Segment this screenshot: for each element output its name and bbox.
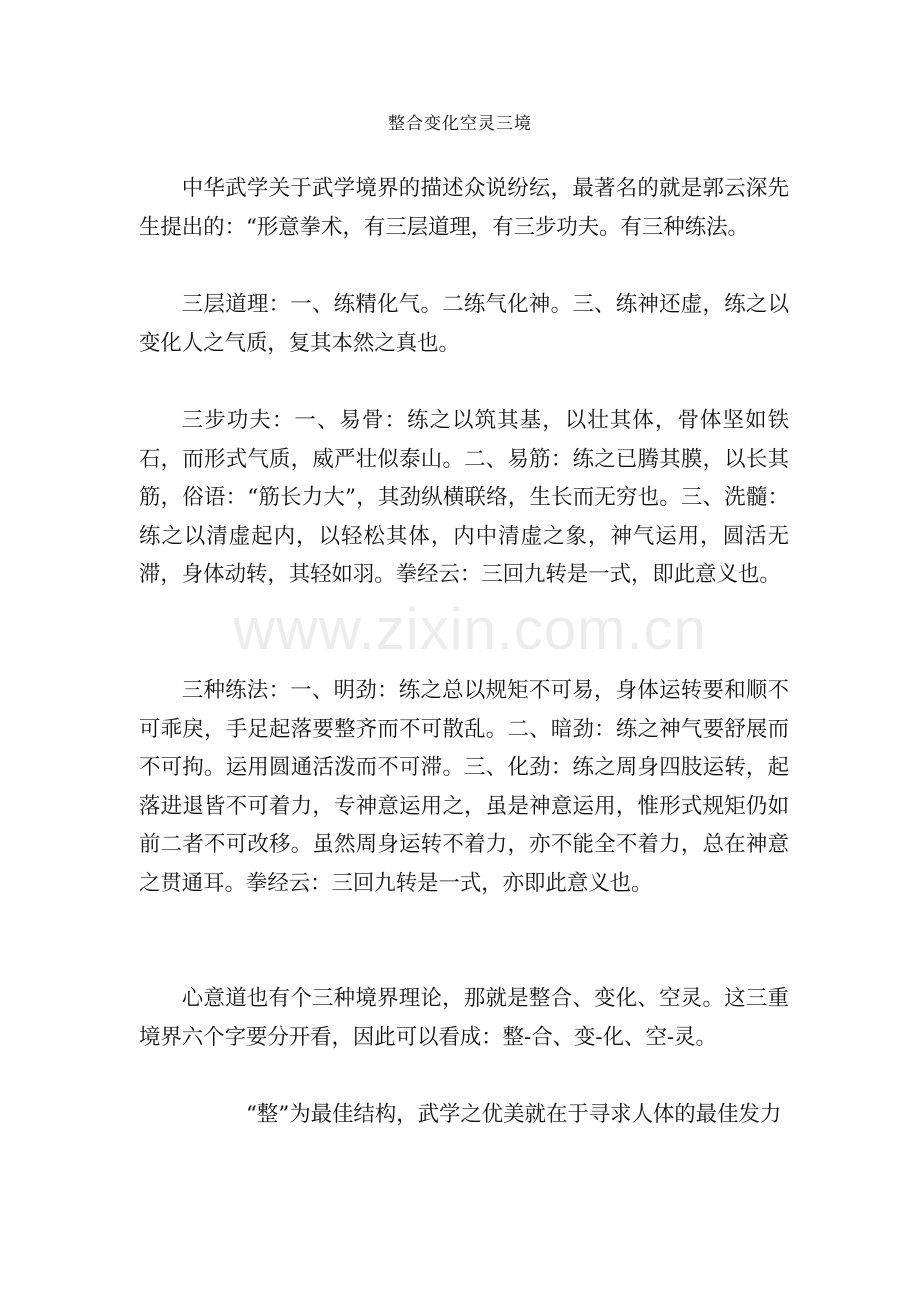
paragraph-intro: 中华武学关于武学境界的描述众说纷纭，最著名的就是郭云深先生提出的：“形意拳术，有三层道理，有三步功夫。有三种练法。 [139,176,789,240]
paragraph-three-methods: 三种练法：一、明劲：练之总以规矩不可易，身体运转要和顺不可乖戾，手足起落要整齐而不可散乱。二、暗劲：练之神气要舒展而不可拘。运用圆通活泼而不可滞。三、化劲：练之周身四肢运转，起落进退皆不可着力，专神意运用之，虽是神意运用，惟形式规矩仍如前二者不可改移。虽然周身运转不着力，亦不能全不着力，总在神意之贯通耳。拳经云：三回九转是一式，亦即此意义也。 [139,678,789,896]
paragraph-zheng: “整”为最佳结构，武学之优美就在于寻求人体的最佳发力 [246,1102,782,1127]
paragraph-three-steps: 三步功夫：一、易骨：练之以筑其基，以壮其体，骨体坚如铁石，而形式气质，威严壮似泰山。二、易筋：练之已腾其膜，以长其筋，俗语：“筋长力大”，其劲纵横联络，生长而无穷也。三、洗髓：练之以清虚起内，以轻松其体，内中清虚之象，神气运用，圆活无滞，身体动转，其轻如羽。拳经云：三回九转是一式，即此意义也。 [139,408,789,588]
paragraph-xinyi-theory: 心意道也有个三种境界理论，那就是整合、变化、空灵。这三重境界六个字要分开看，因此可以看成：整-合、变-化、空-灵。 [139,986,789,1050]
watermark: www.zixin.com.cn [233,597,707,662]
document-title: 整合变化空灵三境 [388,114,532,134]
paragraph-three-levels: 三层道理：一、练精化气。二练气化神。三、练神还虚，练之以变化人之气质，复其本然之真也。 [139,292,789,356]
